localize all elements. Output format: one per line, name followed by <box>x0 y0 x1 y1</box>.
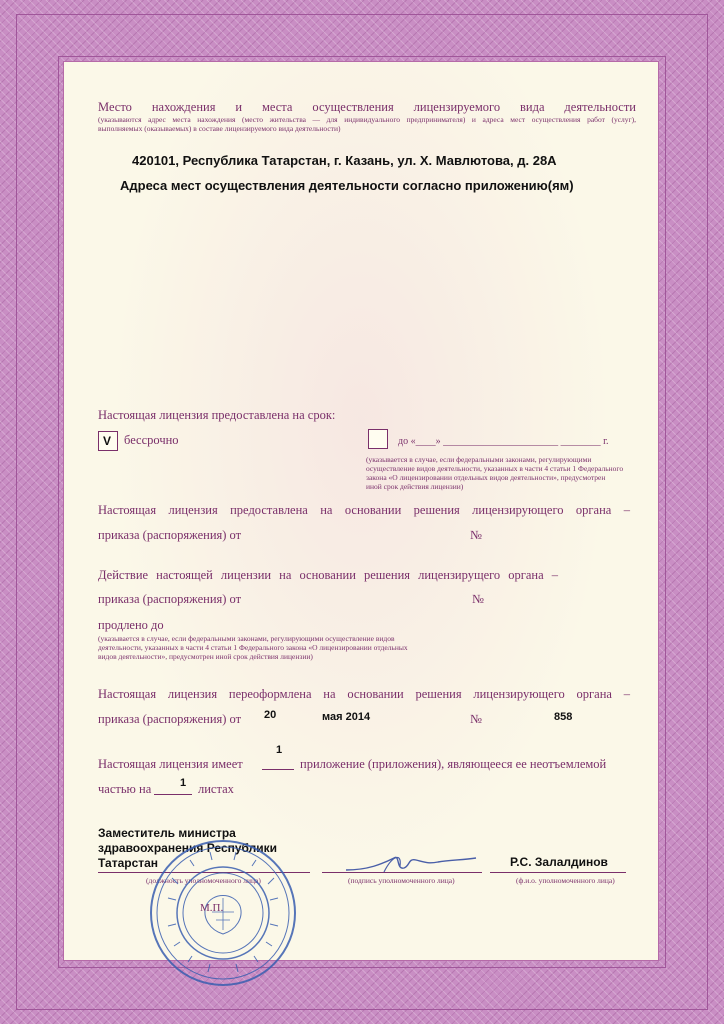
position-line-1: Заместитель министра <box>98 826 236 840</box>
extended-until-label: продлено до <box>98 618 164 632</box>
term-note-3: закона «О лицензировании отдельных видов деятельности», предусмотрен <box>366 473 606 482</box>
reissue-day: 20 <box>264 709 277 721</box>
signature-caption: (подпись уполномоченного лица) <box>348 876 455 885</box>
appendix-line-1-start: Настоящая лицензия имеет <box>98 757 243 771</box>
extension-line-1: Действие настоящей лицензии на основании решения лицензирущего органа – <box>98 568 558 582</box>
signatory-name: Р.С. Залалдинов <box>510 855 608 869</box>
reissue-month-year: мая 2014 <box>322 711 371 723</box>
reissue-line-1: Настоящая лицензия переоформлена на основании решения лицензирующего органа – <box>98 687 630 701</box>
until-checkbox <box>368 429 388 449</box>
official-seal <box>148 838 298 988</box>
extension-line-2: приказа (распоряжения) от <box>98 592 242 606</box>
extension-note-2: деятельности, указанных в части 4 статьи 1 Федерального закона «О лицензировании отдельных <box>98 643 408 652</box>
basis-line-2: приказа (распоряжения) от <box>98 528 242 542</box>
address-text: 420101, Республика Татарстан, г. Казань, ул. Х. Мавлютова, д. 28А <box>132 153 557 168</box>
position-line-3: Татарстан <box>98 856 159 870</box>
appendix-line-2-start: частью на <box>98 782 152 796</box>
name-line <box>490 872 626 873</box>
indefinite-checkbox <box>98 431 118 451</box>
reissue-line-2: приказа (распоряжения) от <box>98 712 242 726</box>
until-label: до «____» _______________________ ________ г. <box>398 436 609 447</box>
position-caption: (должность уполномоченного лица) <box>146 876 261 885</box>
signature-scribble <box>340 848 480 878</box>
reissue-number: 858 <box>554 711 573 723</box>
location-note-1: (указываются адрес места нахождения (место жительства — для индивидуального предпринимателя) и адреса мест осуществления работ (услуг), <box>98 115 636 124</box>
term-note-1: (указывается в случае, если федеральными законами, регулирующими <box>366 455 592 464</box>
extension-note-3: видов деятельности», предусмотрен иной срок действия лицензии) <box>98 652 313 661</box>
seal-label: М.П. <box>200 902 224 914</box>
appendix-sheets: 1 <box>180 777 187 789</box>
check-mark: V <box>103 434 112 448</box>
basis-number-label: № <box>470 528 482 542</box>
term-note-2: осуществление видов деятельности, указанных в части 4 статьи 1 Федерального <box>366 464 624 473</box>
name-caption: (ф.и.о. уполномоченного лица) <box>516 876 615 885</box>
extension-note-1: (указывается в случае, если федеральными законами, регулирующими осуществление видов <box>98 634 395 643</box>
appendix-line-1-end: приложение (приложения), являющееся ее неотъемлемой <box>300 757 607 771</box>
position-line-2: здравоохранения Республики <box>98 841 278 855</box>
location-note-2: выполняемых (оказываемых) в составе лицензируемого вида деятельности) <box>98 124 341 133</box>
appendix-count-line <box>262 769 294 770</box>
basis-line-1: Настоящая лицензия предоставлена на основании решения лицензирующего органа – <box>98 503 630 517</box>
signature-line <box>322 872 482 873</box>
appendix-sheets-line <box>154 794 192 795</box>
term-note-4: иной срок действия лицензии) <box>366 482 464 491</box>
appendix-count: 1 <box>276 744 283 756</box>
addresses-note: Адреса мест осуществления деятельности согласно приложению(ям) <box>120 178 574 193</box>
extension-number-label: № <box>472 592 484 606</box>
location-heading: Место нахождения и места осуществления лицензируемого вида деятельности <box>98 100 636 114</box>
term-heading: Настоящая лицензия предоставлена на срок: <box>98 408 336 422</box>
reissue-number-label: № <box>470 712 482 726</box>
appendix-line-2-end: листах <box>198 782 234 796</box>
indefinite-label: бессрочно <box>124 433 179 447</box>
